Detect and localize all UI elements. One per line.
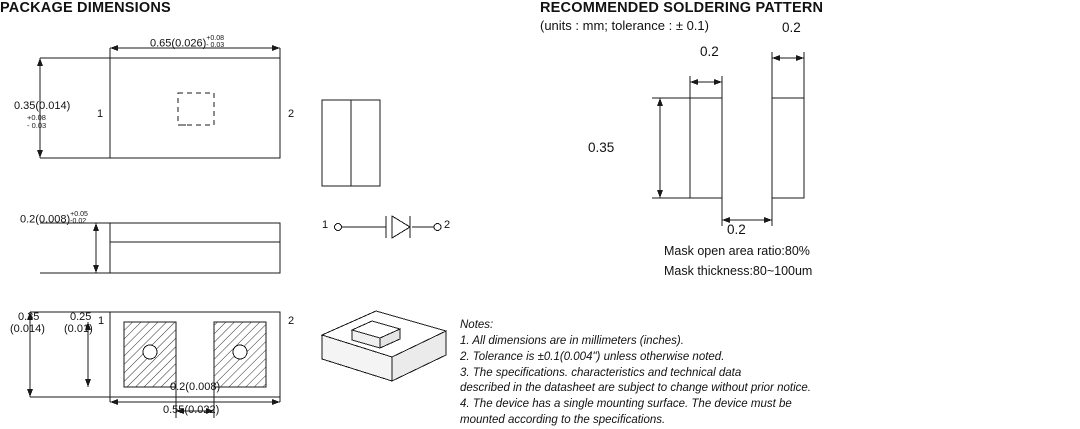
dim-side-height-group — [20, 212, 88, 227]
mask-thickness-label: Mask thickness:80~100um — [664, 264, 813, 278]
note-item-4-cont: mounted according to the specifications. — [460, 414, 666, 427]
dim-top-width: 0.65(0.026) — [150, 37, 207, 50]
dim-bottom-pad-b: 0.25 — [70, 311, 92, 323]
note-item-1: 1. All dimensions are in millimeters (inches). — [460, 334, 684, 347]
schematic-pin-2: 2 — [444, 219, 451, 231]
dim-bottom-total: 0.55(0.022) — [163, 404, 220, 416]
dim-left-height-tol-minus: - 0.03 — [27, 121, 47, 131]
pin-1-bottom-view: 1 — [98, 315, 105, 327]
dim-side-height-tol-minus: -0.02 — [70, 218, 87, 226]
soldering-units-note: (units : mm; tolerance : ± 0.1) — [540, 18, 709, 33]
solder-dim-left-pad-width: 0.2 — [700, 44, 719, 59]
package-dimensions-title: PACKAGE DIMENSIONS — [0, 0, 171, 16]
dim-left-height-tol-plus: +0.08 — [27, 113, 46, 122]
note-item-4: 4. The device has a single mounting surface. The device must be — [460, 398, 792, 411]
dim-left-height-group — [14, 100, 70, 113]
notes-title: Notes: — [460, 319, 494, 331]
dim-left-height: 0.35(0.014) — [14, 100, 71, 112]
dim-left-height-tol — [27, 114, 46, 131]
solder-dim-gap: 0.2 — [727, 222, 746, 237]
dim-bottom-pad-b-inch: (0.01) — [64, 323, 93, 335]
dim-top-width-tol-plus: +0.08 — [206, 35, 224, 42]
schematic-pin-1: 1 — [322, 219, 329, 231]
note-item-2: 2. Tolerance is ±0.1(0.004") unless otherwise noted. — [460, 350, 725, 363]
dim-side-height-tol-plus: +0.05 — [70, 211, 88, 218]
notes-block — [460, 318, 811, 429]
solder-dim-pad-height: 0.35 — [588, 140, 615, 155]
dim-top-width-tol-minus: - 0.03 — [206, 42, 225, 50]
pin-2-top-view: 2 — [288, 108, 295, 120]
pin-1-top-view: 1 — [97, 108, 104, 120]
dim-bottom-gap: 0.2(0.008) — [170, 381, 221, 393]
dim-bottom-pad-a: 0.35 — [18, 311, 40, 323]
note-item-3-cont: described in the datasheet are subject to change without prior notice. — [460, 382, 811, 395]
dim-side-height: 0.2(0.008) — [20, 213, 71, 226]
dim-bottom-pad-a-inch: (0.014) — [10, 323, 45, 335]
soldering-pattern-title: RECOMMENDED SOLDERING PATTERN — [540, 0, 824, 16]
mask-open-area-label: Mask open area ratio:80% — [664, 244, 810, 258]
soldering-pattern-drawing — [600, 30, 930, 260]
solder-dim-right-pad-width: 0.2 — [782, 20, 801, 35]
dim-top-width-group — [150, 36, 224, 51]
pin-2-bottom-view: 2 — [288, 315, 295, 327]
note-item-3: 3. The specifications. characteristics and technical data — [460, 366, 742, 379]
